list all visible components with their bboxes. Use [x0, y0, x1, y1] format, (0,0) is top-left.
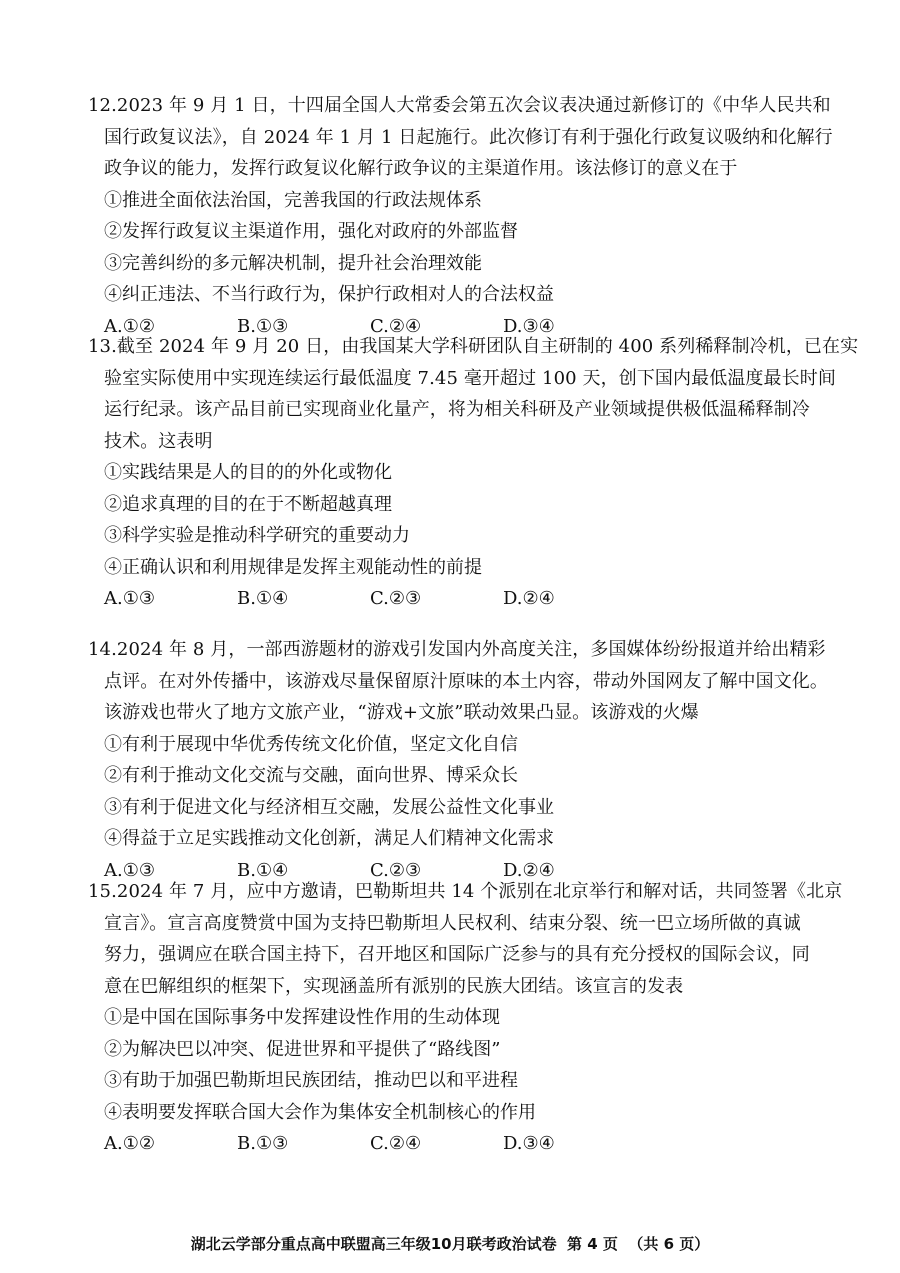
option-3: ③有利于促进文化与经济相互交融，发展公益性文化事业	[104, 796, 554, 818]
answer-choice-d[interactable]: D.③④	[503, 1133, 555, 1154]
answer-choice-c[interactable]: C.②③	[370, 588, 422, 609]
option-2: ②发挥行政复议主渠道作用，强化对政府的外部监督	[104, 221, 518, 242]
stem-line: 意在巴解组织的框架下，实现涵盖所有派别的民族大团结。该宣言的发表	[104, 975, 684, 997]
option-2: ②为解决巴以冲突、促进世界和平提供了“路线图”	[104, 1038, 501, 1060]
answer-choices	[88, 583, 818, 615]
answer-choice-c[interactable]: C.②④	[370, 1133, 422, 1154]
stem-line: 13.截至 2024 年 9 月 20 日，由我国某大学科研团队自主研制的 400 系列稀释制冷机，已在实	[88, 336, 859, 357]
option-2: ②有利于推动文化交流与交融，面向世界、博采众长	[104, 765, 518, 786]
stem-line: 技术。这表明	[104, 430, 213, 452]
answer-choice-c[interactable]: C.②④	[370, 315, 422, 337]
question-13	[88, 331, 859, 615]
option-3: ③科学实验是推动科学研究的重要动力	[104, 525, 410, 546]
question-stem	[88, 876, 843, 1002]
answer-choice-a[interactable]: A.①③	[104, 588, 155, 609]
stem-line: 运行纪录。该产品目前已实现商业化量产，将为相关科研及产业领域提供极低温稀释制冷	[104, 399, 810, 420]
answer-choice-b[interactable]: B.①③	[237, 315, 289, 337]
answer-choices	[88, 1128, 818, 1160]
option-1: ①推进全面依法治国，完善我国的行政法规体系	[104, 189, 482, 211]
option-1: ①有利于展现中华优秀传统文化价值，坚定文化自信	[104, 733, 518, 755]
question-14	[88, 634, 828, 886]
stem-line: 该游戏也带火了地方文旅产业，“游戏+文旅”联动效果凸显。该游戏的火爆	[104, 702, 699, 723]
option-2: ②追求真理的目的在于不断超越真理	[104, 493, 392, 515]
stem-line: 努力，强调应在联合国主持下，召开地区和国际广泛参与的具有充分授权的国际会议，同	[104, 944, 810, 965]
page-footer: 湖北云学部分重点高中联盟高三年级10月联考政治试卷 第 4 页 （共 6 页）	[190, 1235, 710, 1253]
question-15	[88, 876, 843, 1160]
stem-line: 验室实际使用中实现连续运行最低温度 7.45 毫开超过 100 天，创下国内最低温度最长时间	[104, 367, 836, 389]
question-stem	[88, 331, 859, 457]
option-4: ④表明要发挥联合国大会作为集体安全机制核心的作用	[104, 1101, 536, 1123]
stem-line: 国行政复议法》，自 2024 年 1 月 1 日起施行。此次修订有利于强化行政复议吸纳和化解行	[104, 126, 833, 148]
answer-choice-d[interactable]: D.②④	[503, 859, 555, 881]
option-3: ③完善纠纷的多元解决机制，提升社会治理效能	[104, 252, 482, 274]
stem-line: 12.2023 年 9 月 1 日，十四届全国人大常委会第五次会议表决通过新修订的《中华人民共和	[88, 95, 831, 116]
answer-choice-a[interactable]: A.①③	[104, 859, 155, 881]
answer-choice-a[interactable]: A.①②	[104, 315, 155, 337]
answer-choice-d[interactable]: D.②④	[503, 588, 555, 609]
option-4: ④得益于立足实践推动文化创新，满足人们精神文化需求	[104, 828, 554, 849]
option-1: ①是中国在国际事务中发挥建设性作用的生动体现	[104, 1007, 500, 1028]
question-12	[88, 90, 833, 342]
stem-line: 14.2024 年 8 月，一部西游题材的游戏引发国内外高度关注，多国媒体纷纷报道并给出精彩	[88, 639, 826, 660]
answer-choice-b[interactable]: B.①④	[237, 588, 289, 609]
stem-line: 点评。在对外传播中，该游戏尽量保留原汁原味的本土内容，带动外国网友了解中国文化。	[104, 670, 828, 692]
stem-line: 15.2024 年 7 月，应中方邀请，巴勒斯坦共 14 个派别在北京举行和解对话，共同签署《北京	[88, 881, 843, 902]
option-4: ④正确认识和利用规律是发挥主观能动性的前提	[104, 556, 482, 578]
question-stem	[88, 634, 828, 729]
option-1: ①实践结果是人的目的的外化或物化	[104, 462, 392, 483]
answer-choice-b[interactable]: B.①③	[237, 1133, 289, 1154]
answer-choice-d[interactable]: D.③④	[503, 315, 555, 337]
option-3: ③有助于加强巴勒斯坦民族团结，推动巴以和平进程	[104, 1070, 518, 1091]
stem-line: 宣言》。宣言高度赞赏中国为支持巴勒斯坦人民权利、结束分裂、统一巴立场所做的真诚	[104, 912, 801, 934]
answer-choice-c[interactable]: C.②③	[370, 859, 422, 881]
stem-line: 政争议的能力，发挥行政复议化解行政争议的主渠道作用。该法修订的意义在于	[104, 158, 738, 179]
answer-choice-b[interactable]: B.①④	[237, 859, 289, 881]
question-stem	[88, 90, 833, 185]
answer-choice-a[interactable]: A.①②	[104, 1133, 155, 1154]
option-4: ④纠正违法、不当行政行为，保护行政相对人的合法权益	[104, 284, 554, 305]
